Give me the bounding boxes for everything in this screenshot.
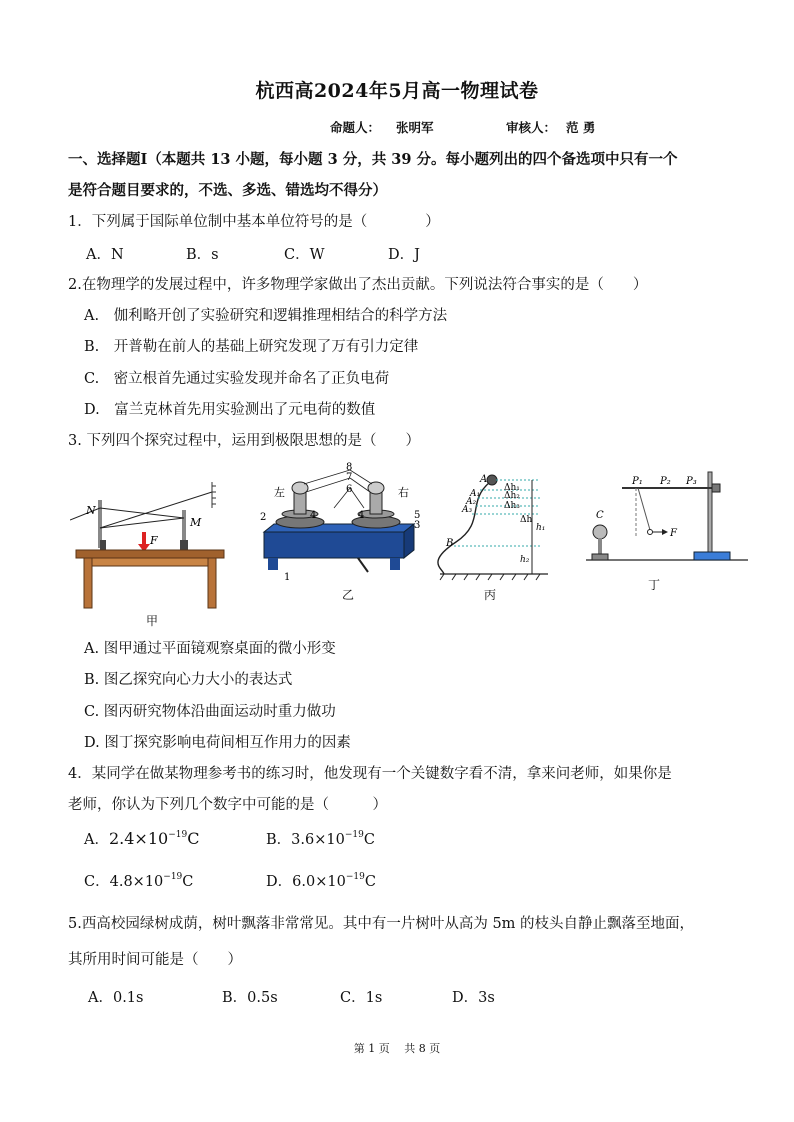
figure-ding-label: 丁 [647, 578, 660, 592]
label-dh: Δh [520, 515, 533, 525]
q2-option-b: B. 开普勒在前人的基础上研究发现了万有引力定律 [84, 339, 419, 355]
figure-yi [254, 462, 424, 582]
question-2-stem: 2.在物理学的发展过程中，许多物理学家做出了杰出贡献。下列说法符合事实的是（ ） [68, 277, 648, 293]
q2-option-c: C. 密立根首先通过实验发现并命名了正负电荷 [84, 371, 390, 387]
figure-jia-label: 甲 [145, 614, 158, 628]
reviewer-name: 范 勇 [566, 120, 596, 135]
q5-option-b: B．0.5s [222, 990, 278, 1006]
table-top [76, 550, 224, 558]
q4-option-a: A．$2.4\times 10^{-19}C$ [84, 829, 200, 848]
label-f2: F [670, 528, 677, 539]
q5-option-a: A．0.1s [88, 990, 144, 1006]
figure-ding [582, 468, 752, 568]
label-right: 右 [398, 486, 409, 499]
label-left: 左 [274, 486, 285, 499]
label-b: B [446, 538, 454, 549]
q1-option-b: B．s [186, 247, 219, 263]
label-dh1: Δh₁ [504, 483, 520, 493]
label-3: 3 [414, 520, 421, 531]
q4-option-d: D．$6.0\times 10^{-19}C$ [266, 872, 376, 890]
figure-yi-label: 乙 [341, 588, 354, 602]
question-3-stem: 3. 下列四个探究过程中，运用到极限思想的是（ ） [68, 433, 420, 449]
q3-option-c: C. 图丙研究物体沿曲面运动时重力做功 [84, 704, 336, 720]
q3-option-a: A. 图甲通过平面镜观察桌面的微小形变 [84, 641, 336, 657]
reviewer-label: 审核人： [506, 120, 557, 135]
q1-option-a: A．N [86, 247, 124, 263]
label-4a: 4 [310, 510, 317, 521]
author-name: 张明军 [396, 120, 434, 135]
label-p2: P₂ [660, 476, 671, 487]
q5-option-c: C．1s [340, 990, 383, 1006]
label-8: 8 [346, 462, 353, 473]
q5-option-d: D．3s [452, 990, 495, 1006]
label-h2: h₂ [520, 555, 530, 565]
label-a2: A₂ [466, 497, 477, 507]
label-a: A [480, 474, 488, 485]
q3-option-d: D. 图丁探究影响电荷间相互作用力的因素 [84, 735, 351, 751]
question-1-stem: 1．下列属于国际单位制中基本单位符号的是（ ） [68, 214, 440, 230]
q4-option-b: B．$3.6\times 10^{-19}C$ [266, 830, 375, 848]
label-c: C [596, 510, 604, 521]
question-5-stem-line2: 其所用时间可能是（ ） [68, 952, 242, 968]
figure-bing-label: 丙 [483, 588, 496, 602]
label-1: 1 [284, 572, 291, 582]
label-dh3: Δh₃ [504, 501, 520, 511]
exam-title: 杭西高2024年5月高一物理试卷 [255, 80, 539, 102]
label-5: 5 [414, 510, 421, 521]
label-m: M [190, 516, 202, 529]
label-p3: P₃ [686, 476, 697, 487]
label-4b: 4 [358, 510, 365, 521]
q3-option-b: B. 图乙探究向心力大小的表达式 [84, 672, 293, 688]
q1-option-c: C．W [284, 247, 325, 263]
author-label: 命题人： [330, 120, 381, 135]
label-a1: A₁ [470, 489, 481, 499]
section-heading-line2: 是符合题目要求的，不选、多选、错选均不得分） [68, 182, 387, 199]
question-4-stem-line2: 老师，你认为下列几个数字中可能的是（ ） [68, 797, 387, 813]
label-a3: A₃ [462, 505, 473, 515]
q4-option-c: C．$4.8\times 10^{-19}C$ [84, 872, 194, 890]
question-5-stem-line1: 5.西高校园绿树成荫，树叶飘落非常常见。其中有一片树叶从高为 5m 的枝头自静止飘落至地面， [68, 916, 695, 932]
question-4-stem-line1: 4．某同学在做某物理参考书的练习时，他发现有一个关键数字看不清，拿来问老师，如果你是 [68, 766, 672, 782]
page-footer: 第 1 页 共 8 页 [353, 1042, 441, 1055]
label-p1: P₁ [632, 476, 643, 487]
section-heading-line1: 一、选择题Ⅰ（本题共 13 小题，每小题 3 分，共 39 分。每小题列出的四个备选项中只有一个 [68, 151, 678, 168]
label-7: 7 [346, 472, 353, 483]
figure-jia [70, 478, 230, 618]
label-dh2: Δh₂ [504, 491, 520, 501]
q2-option-a: A. 伽利略开创了实验研究和逻辑推理相结合的科学方法 [84, 308, 448, 324]
label-h1: h₁ [536, 523, 546, 533]
q1-option-d: D．J [388, 247, 420, 263]
figure-bing [436, 472, 556, 582]
label-f: F [150, 534, 158, 547]
label-n: N [86, 504, 96, 517]
label-2: 2 [260, 512, 267, 523]
q2-option-d: D. 富兰克林首先用实验测出了元电荷的数值 [84, 402, 376, 418]
label-6: 6 [346, 484, 353, 495]
